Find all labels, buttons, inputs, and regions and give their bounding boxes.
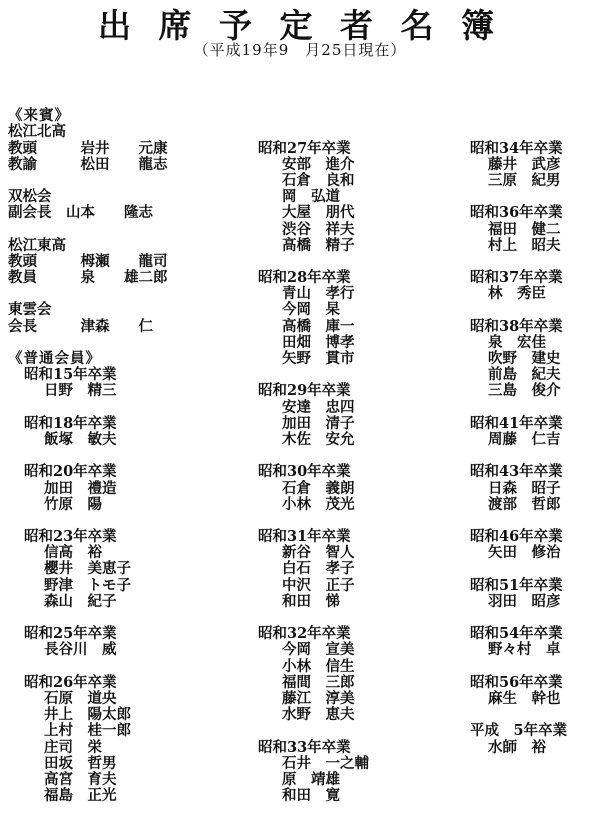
spacer [258,448,458,464]
member-name: 安達 忠四 [282,398,355,416]
member-name: 今岡 杲 [282,301,340,319]
graduation-year-heading: 昭和27年卒業 [258,139,351,157]
organization-name: 松江北高 [8,123,66,141]
graduation-year-heading: 昭和23年卒業 [24,528,117,546]
spacer [470,659,600,675]
member-name: 庄司 栄 [44,738,102,756]
graduation-year-heading: 昭和41年卒業 [470,414,563,432]
section-heading: 《普通会員》 [8,350,101,367]
page-title: 出 席 予 定 者 名 簿 [98,6,502,45]
graduation-year-heading: 昭和28年卒業 [258,269,351,287]
spacer [470,448,600,464]
spacer [8,400,243,416]
member-name: 野々村 卓 [488,641,561,659]
member-name: 原 靖雄 [282,770,340,788]
member-name: 水野 恵夫 [282,706,355,724]
spacer [470,610,600,626]
member-name: 加田 清子 [282,414,355,432]
spacer [470,254,600,270]
graduation-year-heading: 昭和36年卒業 [470,204,563,222]
member-name: 福間 三郎 [282,673,355,691]
spacer [8,92,243,108]
member-name: 高宮 育夫 [44,770,117,788]
graduation-year-heading: 昭和37年卒業 [470,269,563,287]
spacer [8,222,243,238]
member-name: 石倉 良和 [282,171,355,189]
spacer [470,108,600,124]
member-name: 前島 紀夫 [488,366,561,384]
member-name: 長谷川 威 [44,641,117,659]
member-name: 矢野 貫市 [282,350,355,367]
guest-entry: 教頭 岩井 元康 [8,139,168,157]
organization-name: 双松会 [8,188,52,206]
graduation-year-heading: 昭和31年卒業 [258,528,351,546]
guest-entry: 副会長 山本 隆志 [8,204,153,222]
member-name: 高橋 精子 [282,236,355,254]
member-name: 新谷 智人 [282,544,355,562]
member-name: 石倉 義朗 [282,479,355,497]
member-name: 飯塚 敏夫 [44,430,117,448]
graduation-year-heading: 昭和38年卒業 [470,317,563,335]
member-name: 大屋 朋代 [282,204,355,222]
member-name: 福島 正光 [44,787,117,805]
member-name: 和田 悌 [282,592,340,610]
member-name: 信高 裕 [44,544,102,562]
spacer [8,335,243,351]
graduation-year-heading: 昭和29年卒業 [258,382,351,400]
spacer [470,561,600,577]
spacer [8,173,243,189]
graduation-year-heading: 昭和32年卒業 [258,625,351,643]
member-name: 森山 紀子 [44,592,117,610]
member-name: 藤江 淳美 [282,689,355,707]
spacer [258,108,458,124]
graduation-year-heading: 昭和54年卒業 [470,625,563,643]
member-name: 林 秀臣 [488,285,546,303]
member-name: 中沢 正子 [282,576,355,594]
member-name: 水師 裕 [488,738,546,756]
spacer [8,448,243,464]
member-name: 青山 孝行 [282,285,355,303]
member-name: 田坂 哲男 [44,754,117,772]
member-name: 矢田 修治 [488,544,561,562]
member-name: 周藤 仁吉 [488,430,561,448]
spacer [8,610,243,626]
member-name: 和田 寛 [282,787,340,805]
graduation-year-heading: 昭和20年卒業 [24,463,117,481]
guest-entry: 教員 泉 雄二郎 [8,269,168,287]
member-name: 野津 トモ子 [44,576,131,594]
spacer [470,92,600,108]
page-subtitle: （平成19年9 月25日現在） [193,41,407,59]
organization-name: 東雲会 [8,301,52,319]
member-name: 今岡 宣美 [282,641,355,659]
member-name: 小林 信生 [282,657,355,675]
spacer [258,610,458,626]
spacer [258,513,458,529]
guest-entry: 会長 津森 仁 [8,317,153,335]
member-name: 竹原 陽 [44,495,102,513]
spacer [8,659,243,675]
member-name: 小林 茂光 [282,495,355,513]
member-name: 福田 健二 [488,220,561,238]
member-name: 三島 俊介 [488,382,561,400]
left-column [8,92,243,804]
member-name: 白石 孝子 [282,560,355,578]
spacer [258,254,458,270]
right-column [470,92,600,756]
middle-column [258,92,458,804]
graduation-year-heading: 昭和34年卒業 [470,139,563,157]
graduation-year-heading: 昭和25年卒業 [24,625,117,643]
graduation-year-heading: 昭和15年卒業 [24,366,117,384]
spacer [258,124,458,140]
member-name: 櫻井 美恵子 [44,560,131,578]
spacer [8,286,243,302]
guest-entry: 教頭 栂瀬 龍司 [8,252,168,270]
member-name: 田畑 博孝 [282,333,355,351]
spacer [8,513,243,529]
member-name: 井上 陽太郎 [44,706,131,724]
member-name: 吹野 建史 [488,350,561,367]
graduation-year-heading: 昭和30年卒業 [258,463,351,481]
spacer [470,513,600,529]
spacer [470,707,600,723]
member-name: 日野 精三 [44,382,117,400]
member-name: 高橋 庫一 [282,317,355,335]
graduation-year-heading: 平成 5年卒業 [470,722,568,740]
guest-entry: 教諭 松田 龍志 [8,155,168,173]
graduation-year-heading: 昭和43年卒業 [470,463,563,481]
member-name: 藤井 武彦 [488,155,561,173]
spacer [470,400,600,416]
graduation-year-heading: 昭和33年卒業 [258,738,351,756]
spacer [258,367,458,383]
spacer [470,302,600,318]
spacer [258,92,458,108]
member-name: 渋谷 祥夫 [282,220,355,238]
member-name: 日森 昭子 [488,479,561,497]
graduation-year-heading: 昭和26年卒業 [24,673,117,691]
member-name: 加田 禮造 [44,479,117,497]
graduation-year-heading: 昭和51年卒業 [470,576,563,594]
member-name: 上村 桂一郎 [44,722,131,740]
member-name: 羽田 昭彦 [488,592,561,610]
member-name: 石原 道央 [44,689,117,707]
section-heading: 《来賓》 [8,107,70,125]
member-name: 村上 昭夫 [488,236,561,254]
member-name: 安部 進介 [282,155,355,173]
member-name: 石井 一之輔 [282,754,369,772]
spacer [258,723,458,739]
organization-name: 松江東高 [8,236,66,254]
spacer [470,124,600,140]
member-name: 渡部 哲郎 [488,495,561,513]
member-name: 麻生 幹也 [488,689,561,707]
member-name: 木佐 安允 [282,430,355,448]
member-name: 三原 紀男 [488,171,561,189]
member-name: 岡 弘道 [282,188,340,206]
graduation-year-heading: 昭和56年卒業 [470,673,563,691]
graduation-year-heading: 昭和18年卒業 [24,414,117,432]
graduation-year-heading: 昭和46年卒業 [470,528,563,546]
spacer [470,189,600,205]
member-name: 泉 宏佳 [488,333,546,351]
